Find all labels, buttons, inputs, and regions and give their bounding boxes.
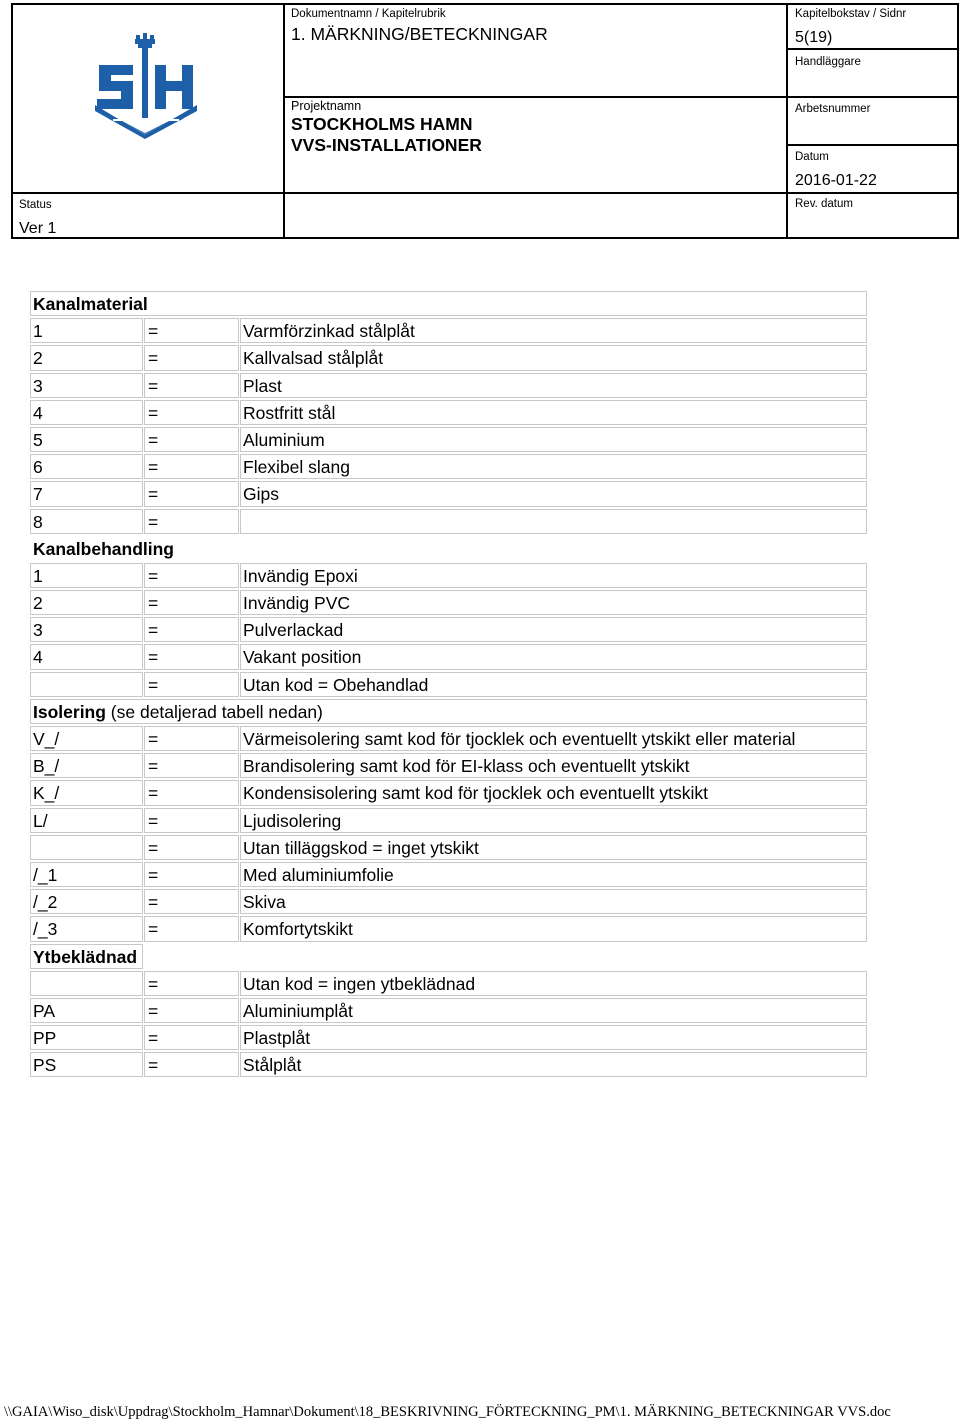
section-row [30, 943, 867, 970]
equals-cell: = [144, 1025, 239, 1050]
description-cell: Värmeisolering samt kod för tjocklek och eventuellt ytskikt eller material [240, 726, 867, 751]
isolering-heading: Isolering [33, 701, 106, 722]
code-cell: 2 [30, 590, 143, 615]
file-path-footer: \\GAIA\Wiso_disk\Uppdrag\Stockholm_Hamnar\Dokument\18_BESKRIVNING_FÖRTECKNING_PM\1. MÄRKNING_BETECKNINGAR VVS.doc [4, 1404, 891, 1420]
section-title-ytbekladnad: Ytbeklädnad [30, 944, 143, 969]
code-cell: 1 [30, 318, 143, 343]
section-row [30, 290, 867, 317]
table-row [30, 344, 867, 371]
code-cell: 8 [30, 509, 143, 534]
equals-cell: = [144, 862, 239, 887]
table-row [30, 970, 867, 997]
description-cell: Aluminiumplåt [240, 998, 867, 1023]
header-divider [11, 192, 959, 194]
description-cell: Flexibel slang [240, 454, 867, 479]
equals-cell: = [144, 998, 239, 1023]
description-cell: Komfortytskikt [240, 916, 867, 941]
project-label: Projektnamn [291, 99, 362, 113]
description-cell: Varmförzinkad stålplåt [240, 318, 867, 343]
code-cell: 5 [30, 427, 143, 452]
equals-cell: = [144, 373, 239, 398]
table-row [30, 317, 867, 344]
equals-cell: = [144, 318, 239, 343]
equals-cell: = [144, 617, 239, 642]
description-cell: Kallvalsad stålplåt [240, 345, 867, 370]
code-cell: 6 [30, 454, 143, 479]
code-cell: B_/ [30, 753, 143, 778]
table-row [30, 616, 867, 643]
table-row [30, 480, 867, 507]
stockholms-hamn-logo [93, 33, 203, 139]
description-cell: Plastplåt [240, 1025, 867, 1050]
project-name: STOCKHOLMS HAMN [291, 114, 473, 134]
table-row [30, 915, 867, 942]
description-cell: Skiva [240, 889, 867, 914]
date-label: Datum [795, 151, 829, 163]
header-divider [283, 3, 285, 239]
page-number: 5(19) [795, 29, 833, 46]
description-cell: Aluminium [240, 427, 867, 452]
table-row [30, 888, 867, 915]
equals-cell: = [144, 427, 239, 452]
code-cell: PP [30, 1025, 143, 1050]
equals-cell: = [144, 808, 239, 833]
code-cell: /_1 [30, 862, 143, 887]
equals-cell: = [144, 345, 239, 370]
code-cell: K_/ [30, 780, 143, 805]
description-cell: Invändig PVC [240, 590, 867, 615]
table-row [30, 1024, 867, 1051]
description-cell: Gips [240, 481, 867, 506]
project-subtitle: VVS-INSTALLATIONER [291, 135, 482, 155]
section-title-kanalbehandling: Kanalbehandling [33, 538, 174, 559]
equals-cell: = [144, 780, 239, 805]
table-row [30, 725, 867, 752]
table-row [30, 861, 867, 888]
code-cell: 1 [30, 563, 143, 588]
status-value: Ver 1 [19, 220, 57, 237]
section-title-isolering [30, 699, 867, 724]
description-cell: Ljudisolering [240, 808, 867, 833]
table-row [30, 671, 867, 698]
status-label: Status [19, 199, 52, 211]
header-divider [283, 96, 959, 98]
description-cell: Brandisolering samt kod för EI-klass och eventuellt ytskikt [240, 753, 867, 778]
table-row [30, 508, 867, 535]
description-cell: Rostfritt stål [240, 400, 867, 425]
handlaggare-label: Handläggare [795, 56, 861, 68]
equals-cell: = [144, 563, 239, 588]
description-cell: Pulverlackad [240, 617, 867, 642]
description-cell: Med aluminiumfolie [240, 862, 867, 887]
description-cell: Plast [240, 373, 867, 398]
code-cell: 4 [30, 400, 143, 425]
equals-cell: = [144, 672, 239, 697]
description-cell: Kondensisolering samt kod för tjocklek och eventuellt ytskikt [240, 780, 867, 805]
section-title-kanalmaterial: Kanalmaterial [30, 291, 867, 316]
equals-cell: = [144, 644, 239, 669]
code-cell [30, 971, 143, 996]
arbetsnummer-label: Arbetsnummer [795, 103, 871, 115]
equals-cell: = [144, 753, 239, 778]
table-row [30, 752, 867, 779]
description-cell: Vakant position [240, 644, 867, 669]
header-divider [786, 3, 788, 239]
rev-date-label: Rev. datum [795, 198, 853, 210]
table-row [30, 372, 867, 399]
table-row [30, 997, 867, 1024]
legend-table [30, 290, 867, 1078]
equals-cell: = [144, 400, 239, 425]
description-cell: Utan kod = Obehandlad [240, 672, 867, 697]
description-cell [240, 509, 867, 534]
code-cell [30, 672, 143, 697]
table-row [30, 589, 867, 616]
equals-cell: = [144, 889, 239, 914]
code-cell: PA [30, 998, 143, 1023]
description-cell: Utan kod = ingen ytbeklädnad [240, 971, 867, 996]
equals-cell: = [144, 509, 239, 534]
code-cell: V_/ [30, 726, 143, 751]
chapter-label: Dokumentnamn / Kapitelrubrik [291, 8, 446, 20]
code-cell: 7 [30, 481, 143, 506]
header-divider [786, 144, 959, 146]
equals-cell: = [144, 590, 239, 615]
equals-cell: = [144, 1052, 239, 1077]
date-value: 2016-01-22 [795, 172, 877, 189]
description-cell: Stålplåt [240, 1052, 867, 1077]
equals-cell: = [144, 835, 239, 860]
description-cell: Invändig Epoxi [240, 563, 867, 588]
isolering-note: (se detaljerad tabell nedan) [105, 701, 323, 722]
table-row [30, 1051, 867, 1078]
table-row [30, 807, 867, 834]
code-cell: 4 [30, 644, 143, 669]
code-cell [30, 835, 143, 860]
code-cell: 3 [30, 617, 143, 642]
code-cell: 2 [30, 345, 143, 370]
table-row [30, 426, 867, 453]
code-cell: PS [30, 1052, 143, 1077]
equals-cell: = [144, 454, 239, 479]
description-cell: Utan tilläggskod = inget ytskikt [240, 835, 867, 860]
chapter-title: 1. MÄRKNING/BETECKNINGAR [291, 24, 548, 44]
table-row [30, 643, 867, 670]
table-row [30, 834, 867, 861]
equals-cell: = [144, 481, 239, 506]
table-row [30, 779, 867, 806]
section-row [30, 535, 867, 562]
page-number-label: Kapitelbokstav / Sidnr [795, 8, 907, 20]
code-cell: L/ [30, 808, 143, 833]
code-cell: 3 [30, 373, 143, 398]
header-divider [786, 48, 959, 50]
table-row [30, 562, 867, 589]
section-row [30, 698, 867, 725]
table-row [30, 399, 867, 426]
equals-cell: = [144, 726, 239, 751]
table-row [30, 453, 867, 480]
equals-cell: = [144, 916, 239, 941]
code-cell: /_3 [30, 916, 143, 941]
code-cell: /_2 [30, 889, 143, 914]
equals-cell: = [144, 971, 239, 996]
